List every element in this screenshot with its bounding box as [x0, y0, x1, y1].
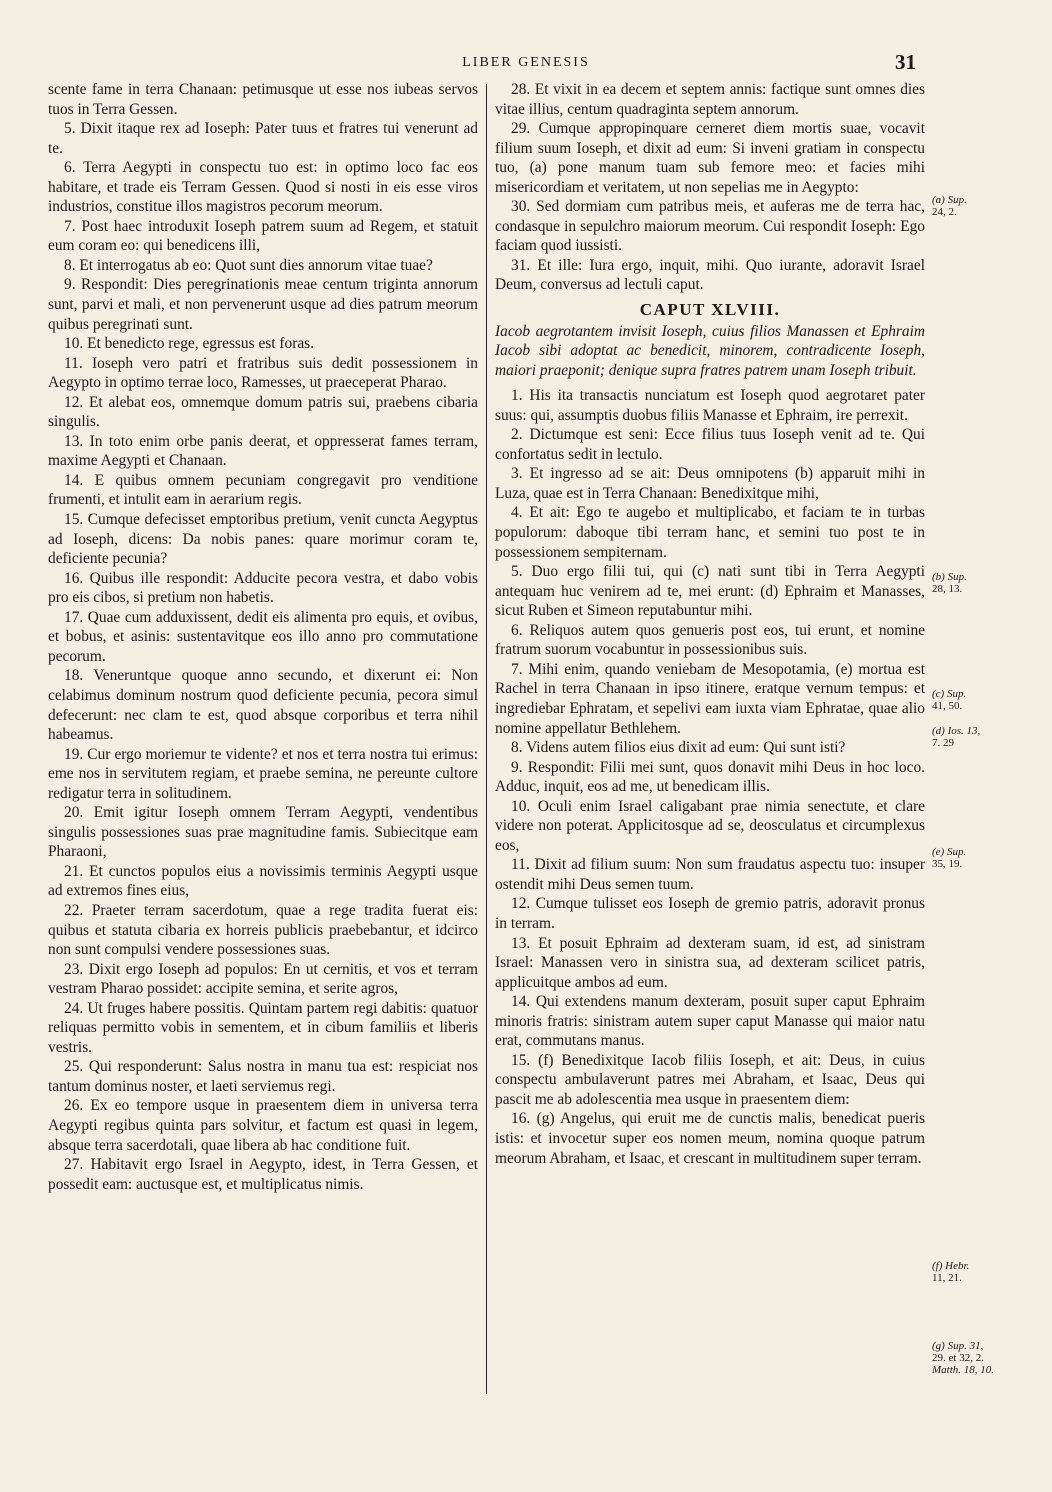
verse-7: 7. Mihi enim, quando veniebam de Mesopotamia, (e) mortua est Rachel in terra Chanaan in ipso itinere, eratque vernum tempus: et ingrediebar Ephratam, et sepelivi eam iuxta viam Ephratae, quae alio nomine appellatur Bethlehem. [495, 660, 925, 737]
verse-13: 13. Et posuit Ephraim ad dexteram suam, id est, ad sinistram Israel: Manassen vero in sinistra sua, ad dexteram scilicet patris, applicuitque ambos ad eum. [495, 934, 925, 991]
verse-22: 22. Praeter terram sacerdotum, quae a rege tradita fuerat eis: quibus et statuta cibaria ex horreis publicis praebebantur, et idcirco non sunt compulsi vendere possessiones suas. [48, 901, 478, 959]
verse-8: 8. Et interrogatus ab eo: Quot sunt dies annorum vitae tuae? [64, 256, 433, 274]
verse-10: 10. Et benedicto rege, egressus est foras. [64, 335, 315, 353]
verse-13: 13. In toto enim orbe panis deerat, et oppresserat fames terram, maxime Aegypti et Chanaan. [48, 432, 478, 470]
verse-18: 18. Veneruntque quoque anno secundo, et dixerunt ei: Non celabimus dominum nostrum quod deficiente pecunia, pecora simul defecerunt: nec clam te est, quod absque corporibus et terra nihil habeamus. [48, 667, 478, 744]
verse-8: 8. Videns autem filios eius dixit ad eum: Qui sunt isti? [511, 739, 846, 757]
verse-21: 21. Et cunctos populos eius a novissimis terminis Aegypti usque ad extremos fines eius, [48, 862, 478, 900]
verse-10: 10. Oculi enim Israel caligabant prae nimia senectute, et clare videre non poterat. Applicitosque ad se, deosculatus et circumplexus eos, [495, 797, 925, 854]
note-ref: 29. et 32, 2. [932, 1352, 984, 1364]
note-mark: (e) Sup. [932, 846, 967, 858]
verse-9: 9. Respondit: Dies peregrinationis meae centum triginta annorum sunt, parvi et mali, et non pervenerunt usque ad dies patrum meorum quibus peregrinati sunt. [48, 276, 478, 333]
running-head [0, 52, 1052, 76]
verse-15: 15. (f) Benedixitque Iacob filiis Ioseph, et ait: Deus, in cuius conspectu ambulaverunt patres mei Abraham, et Isaac, Deus qui pascit me ab adolescentia mea usque in praesentem diem: [495, 1051, 925, 1108]
margin-note-d [932, 725, 980, 749]
verse-9: 9. Respondit: Filii mei sunt, quos donavit mihi Deus in hoc loco. Adduc, inquit, eos ad me, ut benedicam illis. [495, 758, 925, 796]
note-mark: (a) Sup. [932, 194, 967, 206]
verse-3: 3. Et ingresso ad se ait: Deus omnipotens (b) apparuit mihi in Luza, quae est in Terra Chanaan: Benedixitque mihi, [495, 465, 925, 502]
verse-30: 30. Sed dormiam cum patribus meis, et auferas me de terra hac, condasque in sepulchro maiorum meorum. Cui respondit Ioseph: Ego faciam quod iussisti. [495, 198, 925, 255]
verse-11: 11. Ioseph vero patri et fratribus suis dedit possessionem in Aegypto in optimo terrae loco, Ramesses, ut praeceperat Pharao. [48, 354, 478, 392]
verse-5: 5. Dixit itaque rex ad Ioseph: Pater tuus et fratres tui venerunt ad te. [48, 120, 478, 157]
verse-15: 15. Cumque defecisset emptoribus pretium, venit cuncta Aegyptus ad Ioseph, dicens: Da nobis panes: quare morimur coram te, deficiente pecunia? [48, 511, 478, 568]
margin-note-a [932, 194, 967, 218]
note-ref: 41, 50. [932, 700, 963, 712]
margin-note-f [932, 1260, 969, 1284]
verse-17: 17. Quae cum adduxissent, dedit eis alimenta pro equis, et ovibus, et bobus, et asinis: sustentavitque eos illo anno pro commutatione pecorum. [48, 608, 478, 665]
verse-continuation: scente fame in terra Chanaan: petimusque ut esse nos iubeas servos tuos in Terra Gessen. [48, 81, 478, 118]
verse-16: 16. Quibus ille respondit: Adducite pecora vestra, et dabo vobis pro eis cibos, si pretium non habetis. [48, 569, 478, 607]
verse-1: 1. His ita transactis nunciatum est Ioseph quod aegrotaret pater suus: qui, assumptis duobus filiis Manasse et Ephraim, ire perrexit. [495, 387, 925, 424]
verse-19: 19. Cur ergo moriemur te vidente? et nos et terra nostra tui erimus: eme nos in servitutem regiam, et praebe semina, ne pereunte cultore redigatur terra in solitudinem. [48, 745, 478, 802]
note-mark: (b) Sup. [932, 571, 967, 583]
page-number: 31 [895, 50, 916, 74]
verse-6: 6. Terra Aegypti in conspectu tuo est: in optimo loco fac eos habitare, et trade eis Terram Gessen. Quod si nosti in eis esse viros industrios, constitue illos magistros pecorum meorum. [48, 159, 478, 216]
note-ref: 7. 29 [932, 737, 954, 749]
verse-28: 28. Et vixit in ea decem et septem annis: factique sunt omnes dies vitae illius, centum quadraginta septem annorum. [495, 81, 925, 118]
margin-note-b [932, 571, 967, 595]
verse-2: 2. Dictumque est seni: Ecce filius tuus Ioseph venit ad te. Qui confortatus sedit in lectulo. [495, 426, 925, 463]
running-title: LIBER GENESIS [462, 55, 590, 70]
right-column [495, 80, 925, 1168]
margin-note-g [932, 1340, 994, 1376]
note-mark: (f) Hebr. [932, 1260, 970, 1272]
column-rule [486, 84, 487, 1394]
verse-14: 14. E quibus omnem pecuniam congregavit pro venditione frumenti, et intulit eam in aerarium regis. [48, 471, 478, 509]
verse-4: 4. Et ait: Ego te augebo et multiplicabo, et faciam te in turbas populorum: daboque tibi terram hanc, et semini tuo post te in possessionem sempiternam. [495, 504, 925, 561]
verse-16: 16. (g) Angelus, qui eruit me de cunctis malis, benedicat pueris istis: et invocetur super eos nomen meum, nomina quoque patrum meorum Abraham, et Isaac, et crescant in multitudinem super terram. [495, 1110, 925, 1167]
verse-20: 20. Emit igitur Ioseph omnem Terram Aegypti, vendentibus singulis possessiones suas prae magnitudine famis. Subiecitque eam Pharaoni, [48, 804, 478, 861]
note-mark: (d) Ios. 13, [932, 725, 981, 737]
verse-7: 7. Post haec introduxit Ioseph patrem suum ad Regem, et statuit eum coram eo: qui benedicens illi, [48, 217, 478, 255]
verse-25: 25. Qui responderunt: Salus nostra in manu tua est: respiciat nos tantum dominus noster, et laeti serviemus regi. [48, 1058, 478, 1095]
note-ref-2: Matth. 18, 10. [932, 1364, 995, 1376]
verse-31: 31. Et ille: Iura ergo, inquit, mihi. Quo iurante, adoravit Israel Deum, conversus ad lectuli caput. [495, 256, 925, 294]
verse-11: 11. Dixit ad filium suum: Non sum fraudatus aspectu tuo: insuper ostendit mihi Deus semen tuum. [495, 856, 925, 893]
left-column [48, 80, 478, 1194]
verse-14: 14. Qui extendens manum dexteram, posuit super caput Ephraim minoris fratris: sinistram autem super caput Manasse qui maior natu erat, commutans manus. [495, 993, 925, 1050]
verse-29: 29. Cumque appropinquare cerneret diem mortis suae, vocavit filium suum Ioseph, et dixit ad eum: Si inveni gratiam in conspectu tuo, (a) pone manum tuam sub femore meo: et facies mihi misericordiam et veritatem, ut non sepelias me in Aegypto: [495, 120, 925, 196]
verse-27: 27. Habitavit ergo Israel in Aegypto, idest, in Terra Gessen, et possedit eam: auctusque est, et multiplicatus nimis. [48, 1156, 478, 1193]
note-ref: 11, 21. [932, 1272, 962, 1284]
verse-24: 24. Ut fruges habere possitis. Quintam partem regi dabitis: quatuor reliquas permitto vobis in sementem, et in cibum familiis et liberis vestris. [48, 999, 478, 1056]
note-ref: 35, 19. [932, 858, 963, 870]
note-mark: (c) Sup. [932, 688, 967, 700]
verse-12: 12. Cumque tulisset eos Ioseph de gremio patris, adoravit pronus in terram. [495, 895, 925, 932]
margin-note-c [932, 688, 966, 712]
verse-6: 6. Reliquos autem quos genueris post eos, tui erunt, et nomine fratrum suorum vocabuntur in possessionibus suis. [495, 621, 925, 659]
chapter-summary: Iacob aegrotantem invisit Ioseph, cuius filios Manassen et Ephraim Iacob sibi adoptat ac benedicit, minorem, contradicente Ioseph, maiori praeponit; denique supra fratres patrem unam Ioseph tribuit. [495, 322, 925, 379]
note-ref: 24, 2. [932, 206, 957, 218]
verse-26: 26. Ex eo tempore usque in praesentem diem in universa terra Aegypti regibus quinta pars solvitur, et factum est quasi in legem, absque terra sacerdotali, quae libera ab hac conditione fuit. [48, 1097, 478, 1154]
verse-23: 23. Dixit ergo Ioseph ad populos: En ut cernitis, et vos et terram vestram Pharao possidet: accipite semina, et serite agros, [48, 960, 478, 998]
note-mark: (g) Sup. 31, [932, 1340, 984, 1352]
margin-note-e [932, 846, 966, 870]
verse-12: 12. Et alebat eos, omnemque domum patris sui, praebens cibaria singulis. [48, 393, 478, 431]
verse-5: 5. Duo ergo filii tui, qui (c) nati sunt tibi in Terra Aegypti antequam huc venirem ad te, mei erunt: (d) Ephraim et Manasses, sicut Ruben et Simeon reputabuntur mihi. [495, 563, 925, 620]
chapter-heading: CAPUT XLVIII. [639, 300, 781, 320]
note-ref: 28, 13. [932, 583, 963, 595]
